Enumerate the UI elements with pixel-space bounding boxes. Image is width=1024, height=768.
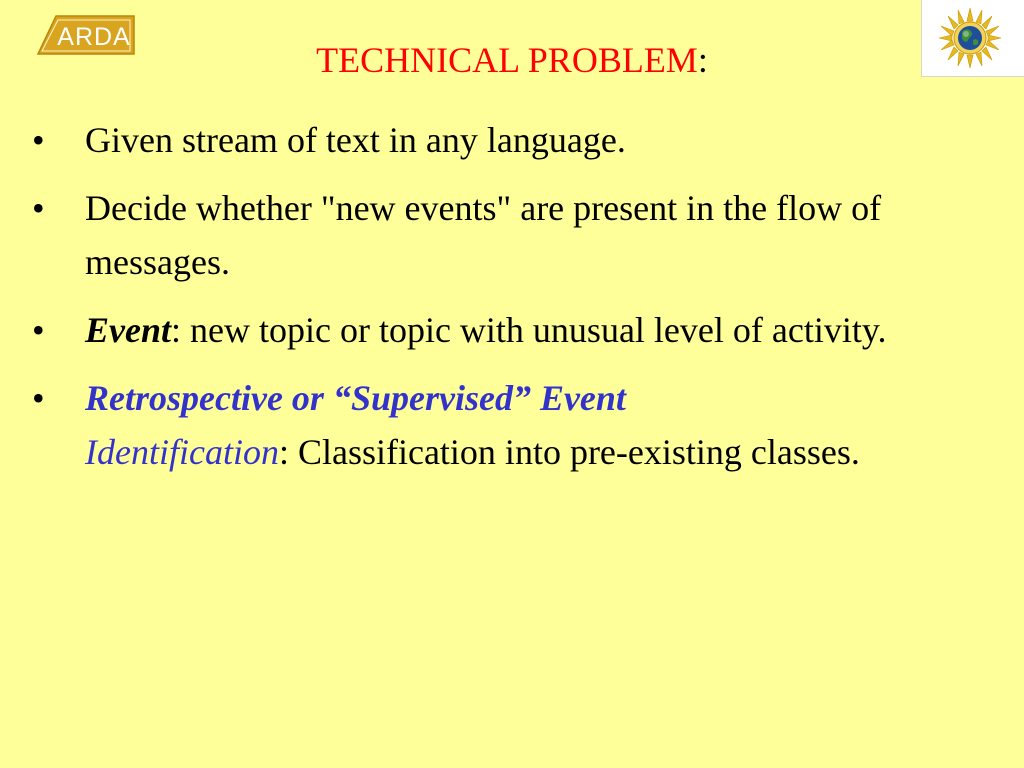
title-text: TECHNICAL PROBLEM	[316, 40, 698, 80]
bullet-text: Given stream of text in any language.	[85, 120, 626, 160]
bullet-marker: •	[32, 378, 45, 418]
bullet-item	[32, 303, 992, 357]
bullet-item	[32, 371, 992, 479]
title-colon: :	[697, 40, 708, 80]
bullet-marker: •	[32, 120, 45, 160]
bullet-marker: •	[32, 188, 45, 228]
bullet-item	[32, 113, 992, 167]
logo-text: ARDA	[57, 23, 131, 51]
bullet-marker: •	[32, 310, 45, 350]
bullet-item	[32, 181, 992, 289]
bullet-text: : Classification into pre-existing classes.	[278, 432, 860, 472]
slide-title	[0, 38, 1024, 82]
bullet-term-continued: Identification	[85, 432, 279, 472]
bullet-list	[32, 113, 992, 493]
bullet-term: Event	[85, 310, 171, 350]
bullet-term: Retrospective or “Supervised” Event	[85, 378, 626, 418]
bullet-text: : new topic or topic with unusual level of activity.	[171, 310, 887, 350]
bullet-text: Decide whether "new events" are present in the flow of messages.	[85, 188, 882, 282]
